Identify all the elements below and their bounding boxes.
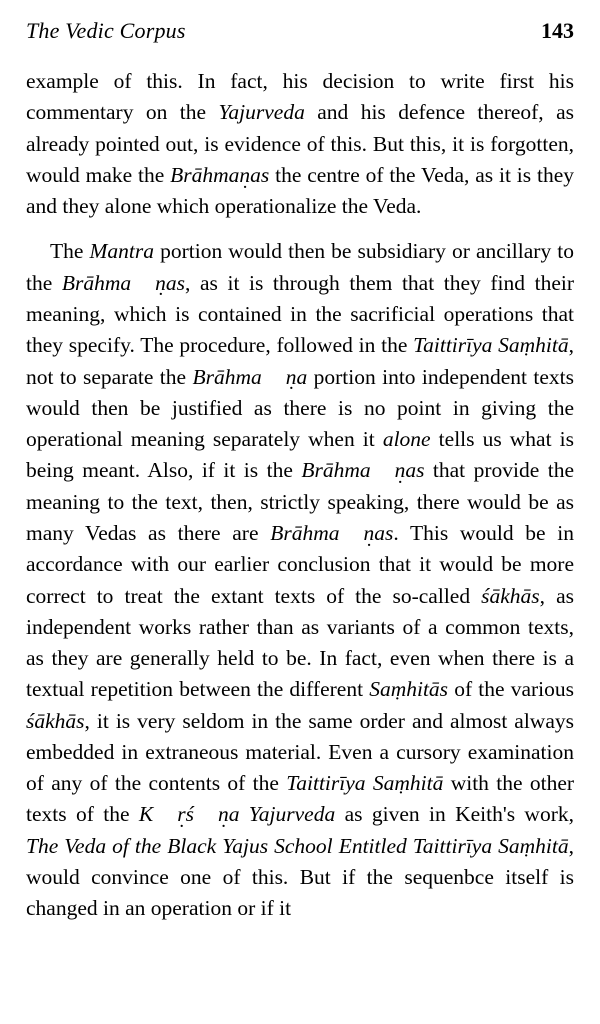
- page-header: [26, 18, 574, 44]
- running-head-title: The Vedic Corpus: [26, 18, 186, 43]
- page-number: 143: [541, 18, 574, 43]
- paragraph-2: The Mantra portion would then be subsidiary or ancillary to the Brāhma n ·as, as it is through them that they find their meaning, which is contained in the sacrificial operations that they specify. The procedure, followed in the Taittirīya Saṃhitā, not to separate the Brāhma n ·a portion into independent texts would then be justified as there is no point in giving the operational meaning separately when it alone tells us what is being meant. Also, if it is the Brāhma n ·as that provide the meaning to the text, then, strictly speaking, there would be as many Vedas as there are Brāhma n ·as. This would be in accordance with our earlier conclusion that it would be more correct to treat the extant texts of the so-called śākhās, as independent works rather than as variants of a common texts, as they are generally held to be. In fact, even when there is a textual repetition between the different Saṃhitās of the various śākhās, it is very seldom in the same order and almost always embedded in extraneous material. Even a cursory examination of any of the contents of the Taittirīya Saṃhitā with the other texts of the K r ·ś n ·a Yajurveda as given in Keith's work, The Veda of the Black Yajus School Entitled Taittirīya Saṃhitā, would convince one of this. But if the sequenbce itself is changed in an operation or if it: [26, 236, 574, 924]
- body-text: [26, 66, 574, 925]
- paragraph-1: example of this. In fact, his decision to write first his commentary on the Yajurveda and his defence thereof, as already pointed out, is evidence of this. But this, it is forgotten, would make the Brāhman ·as the centre of the Veda, as it is they and they alone which operationalize the Veda.: [26, 66, 574, 222]
